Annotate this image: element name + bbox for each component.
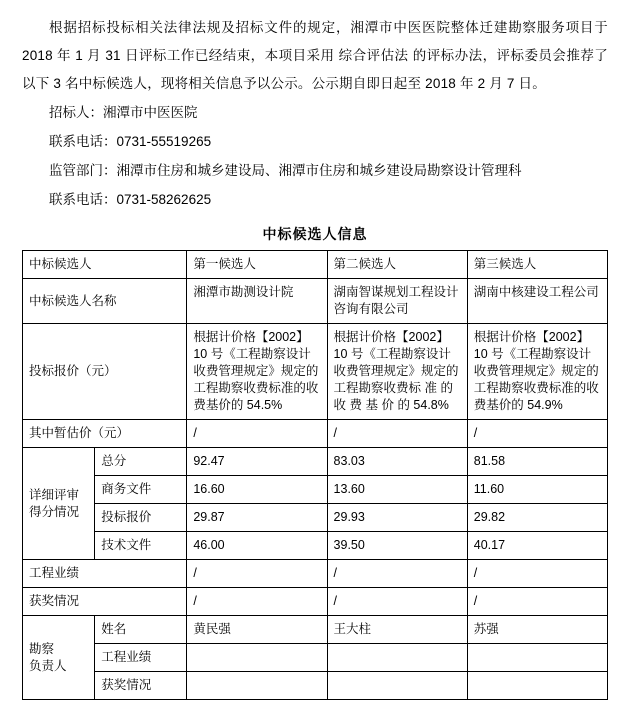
detailed-review-line2: 得分情况 xyxy=(29,504,80,519)
table-row xyxy=(23,644,608,672)
table-row xyxy=(23,324,608,420)
header-candidate-3: 第三候选人 xyxy=(467,251,607,279)
review-item-2-c2: 29.93 xyxy=(327,504,467,532)
surveyor-item-1-c3 xyxy=(467,644,607,672)
review-item-name-2: 投标报价 xyxy=(95,504,187,532)
row-label-detailed-review xyxy=(23,448,95,560)
surveyor-item-1-c1 xyxy=(187,644,327,672)
review-item-name-1: 商务文件 xyxy=(95,476,187,504)
header-candidate-1: 第一候选人 xyxy=(187,251,327,279)
table-row xyxy=(23,476,608,504)
table-row xyxy=(23,420,608,448)
row-label-bid-price: 投标报价（元） xyxy=(23,324,187,420)
provisional-price-1: / xyxy=(187,420,327,448)
candidate-name-1: 湘潭市勘测设计院 xyxy=(187,279,327,324)
row-label-awards: 获奖情况 xyxy=(23,588,187,616)
surveyor-item-name-1: 工程业绩 xyxy=(95,644,187,672)
surveyor-item-0-c1: 黄民强 xyxy=(187,616,327,644)
surveyor-item-1-c2 xyxy=(327,644,467,672)
review-item-1-c3: 11.60 xyxy=(467,476,607,504)
candidate-name-3: 湖南中核建设工程公司 xyxy=(467,279,607,324)
surveyor-item-name-0: 姓名 xyxy=(95,616,187,644)
info-line-supervisor: 监管部门：湘潭市住房和城乡建设局、湘潭市住房和城乡建设局勘察设计管理科 xyxy=(49,163,522,178)
surveyor-item-2-c1 xyxy=(187,672,327,700)
awards-1: / xyxy=(187,588,327,616)
surveyor-item-2-c3 xyxy=(467,672,607,700)
bid-price-3: 根据计价格【2002】10 号《工程勘察设计收费管理规定》规定的工程勘察收费标准的收费基价的 54.9% xyxy=(467,324,607,420)
table-row xyxy=(23,532,608,560)
candidate-name-2: 湖南智谋规划工程设计咨询有限公司 xyxy=(327,279,467,324)
review-item-3-c2: 39.50 xyxy=(327,532,467,560)
provisional-price-3: / xyxy=(467,420,607,448)
surveyor-label-line1: 勘察 xyxy=(29,641,55,656)
provisional-price-2: / xyxy=(327,420,467,448)
review-item-3-c3: 40.17 xyxy=(467,532,607,560)
awards-3: / xyxy=(467,588,607,616)
candidates-table xyxy=(22,250,608,700)
review-item-2-c3: 29.82 xyxy=(467,504,607,532)
awards-2: / xyxy=(327,588,467,616)
table-row xyxy=(23,588,608,616)
table-row xyxy=(23,251,608,279)
review-item-0-c1: 92.47 xyxy=(187,448,327,476)
surveyor-item-0-c3: 苏强 xyxy=(467,616,607,644)
info-line-tenderer: 招标人：湘潭市中医医院 xyxy=(49,105,198,120)
project-performance-1: / xyxy=(187,560,327,588)
review-item-name-0: 总分 xyxy=(95,448,187,476)
row-label-project-performance: 工程业绩 xyxy=(23,560,187,588)
table-row xyxy=(23,504,608,532)
review-item-1-c1: 16.60 xyxy=(187,476,327,504)
surveyor-item-0-c2: 王大柱 xyxy=(327,616,467,644)
surveyor-item-name-2: 获奖情况 xyxy=(95,672,187,700)
table-row xyxy=(23,616,608,644)
table-row xyxy=(23,279,608,324)
table-row xyxy=(23,672,608,700)
review-item-0-c2: 83.03 xyxy=(327,448,467,476)
review-item-1-c2: 13.60 xyxy=(327,476,467,504)
row-label-candidate-name: 中标候选人名称 xyxy=(23,279,187,324)
table-title: 中标候选人信息 xyxy=(262,226,368,242)
review-item-name-3: 技术文件 xyxy=(95,532,187,560)
review-item-3-c1: 46.00 xyxy=(187,532,327,560)
project-performance-2: / xyxy=(327,560,467,588)
table-row xyxy=(23,560,608,588)
surveyor-label-line2: 负责人 xyxy=(29,658,67,673)
row-label-provisional-price: 其中暂估价（元） xyxy=(23,420,187,448)
review-item-0-c3: 81.58 xyxy=(467,448,607,476)
header-candidate-2: 第二候选人 xyxy=(327,251,467,279)
project-performance-3: / xyxy=(467,560,607,588)
info-line-phone-supervisor: 联系电话：0731-58262625 xyxy=(49,192,212,207)
surveyor-item-2-c2 xyxy=(327,672,467,700)
table-row xyxy=(23,448,608,476)
bid-price-1: 根据计价格【2002】10 号《工程勘察设计收费管理规定》规定的工程勘察收费标准的收费基价的 54.5% xyxy=(187,324,327,420)
announcement-paragraph: 根据招标投标相关法律法规及招标文件的规定，湘潭市中医医院整体迁建勘察服务项目于 2018 年 1 月 31 日评标工作已经结束，本项目采用 综合评估法 的评标办法，评标委员会推荐了以下 3 名中标候选人，现将相关信息予以公示。公示期自即日起至 2018 年 2 月 7 日。 xyxy=(22,20,608,91)
review-item-2-c1: 29.87 xyxy=(187,504,327,532)
info-line-phone-tenderer: 联系电话：0731-55519265 xyxy=(49,134,212,149)
row-label-surveyor-in-charge xyxy=(23,616,95,700)
detailed-review-line1: 详细评审 xyxy=(29,487,80,502)
bid-price-2: 根据计价格【2002】10 号《工程勘察设计收费管理规定》规定的工程勘察收费标 准 的 收 费 基 价 的 54.8% xyxy=(327,324,467,420)
header-label-candidate: 中标候选人 xyxy=(23,251,187,279)
